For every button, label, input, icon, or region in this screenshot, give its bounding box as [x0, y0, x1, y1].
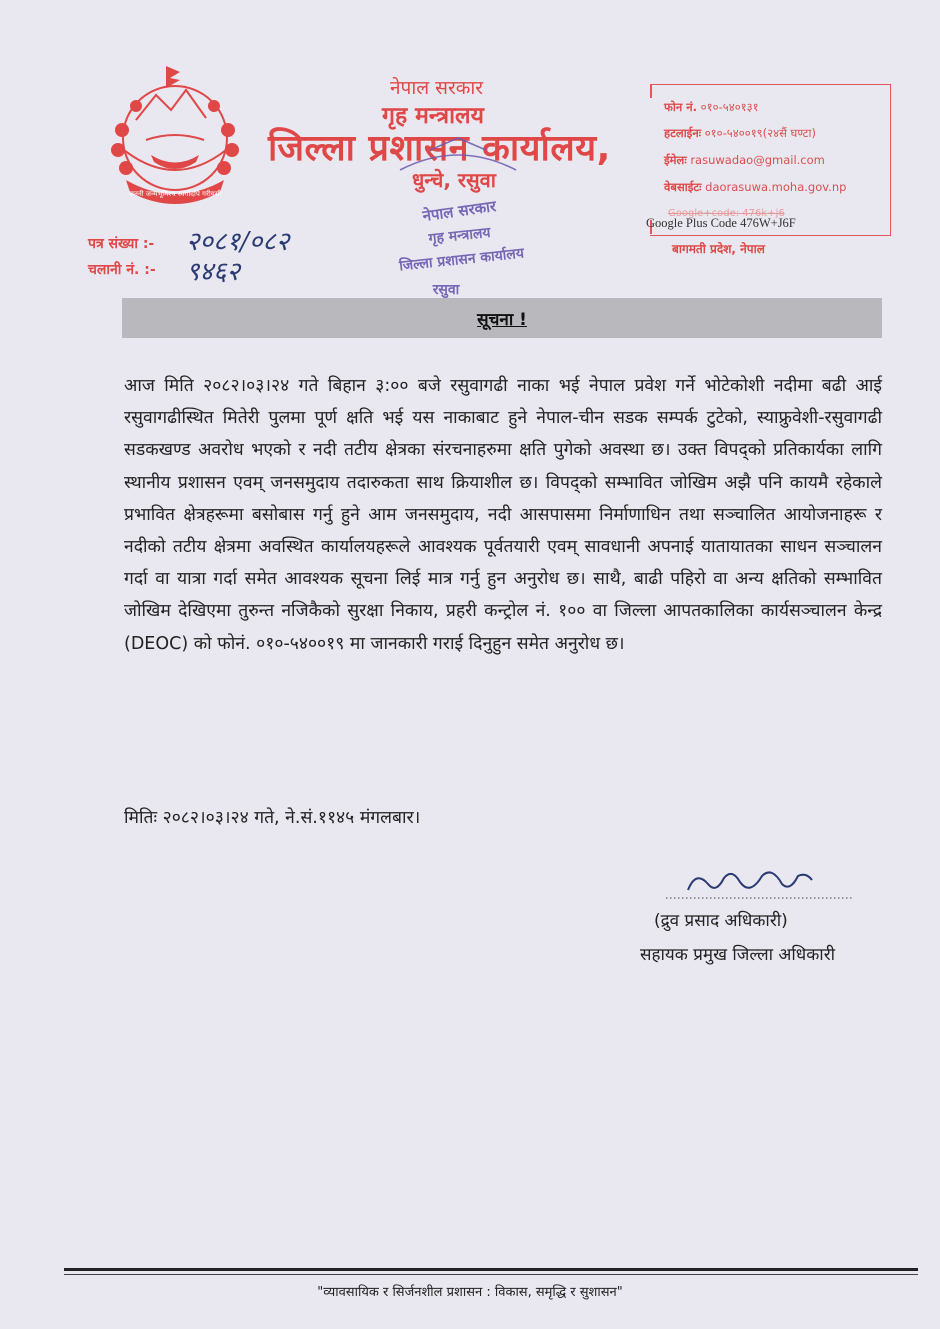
- nepal-emblem-icon: [96, 60, 254, 210]
- signature-icon: [666, 862, 856, 910]
- province-name: बागमती प्रदेश, नेपाल: [672, 242, 765, 256]
- office-name: जिल्ला प्रशासन कार्यालय,: [268, 128, 611, 169]
- contact-email: ईमेलः rasuwadao@gmail.com: [664, 153, 825, 167]
- office-stamp-icon: [370, 130, 546, 302]
- letter-number-value: २०८१/०८२: [186, 227, 290, 257]
- svg-text:गृह मन्त्रालय: गृह मन्त्रालय: [427, 224, 492, 248]
- district-name: धुन्चे, रसुवा: [412, 168, 496, 192]
- plus-code: Google Plus Code 476W+J6F: [646, 216, 796, 230]
- svg-text:जननी जन्मभूमिश्च स्वर्गादपि गर: जननी जन्मभूमिश्च स्वर्गादपि गरीयसी: [128, 190, 222, 198]
- svg-text:जिल्ला प्रशासन कार्यालय: जिल्ला प्रशासन कार्यालय: [398, 245, 525, 275]
- ministry-name: गृह मन्त्रालय: [382, 103, 484, 129]
- footer-divider: [64, 1268, 918, 1271]
- contact-website: वेबसाईटः daorasuwa.moha.gov.np: [664, 180, 847, 194]
- contact-phone: फोन नं. ०१०-५४०१३१: [664, 100, 759, 114]
- svg-text:नेपाल सरकार: नेपाल सरकार: [421, 196, 498, 226]
- dispatch-number-label: चलानी नं. :-: [88, 262, 156, 278]
- notice-body: आज मिति २०८२।०३।२४ गते बिहान ३:०० बजे रसुवागढी नाका भई नेपाल प्रवेश गर्ने भोटेकोशी नदीमा बढी आई रसुवागढीस्थित मितेरी पुलमा पूर्ण क्षति भई यस नाकाबाट हुने नेपाल-चीन सडक सम्पर्क टुटेको, स्याफ्रुवेशी-रसुवागढी सडकखण्ड अवरोध भएको र नदी तटीय क्षेत्रका संरचनाहरुमा क्षति पुगेको अवस्था छ। उक्त विपद्को प्रतिकार्यका लागि स्थानीय प्रशासन एवम् जनसमुदाय तदारुकता साथ क्रियाशील छ। विपद्को सम्भावित जोखिम अझै पनि कायमै रहेकाले प्रभावित क्षेत्रहरूमा बसोबास गर्नु हुने आम जनसमुदाय, नदी आसपासमा निर्माणाधिन तथा सञ्चालित आयोजनाहरू र नदीको तटीय क्षेत्रमा अवस्थित कार्यालयहरूले आवश्यक पूर्वतयारी एवम् सावधानी अपनाई यातायातका साधन सञ्चालन गर्दा वा यात्रा गर्दा समेत आवश्यक सूचना लिई मात्र गर्नु हुन अनुरोध छ। साथै, बाढी पहिरो वा अन्य क्षतिको सम्भावित जोखिम देखिएमा तुरुन्त नजिकैको सुरक्षा निकाय, प्रहरी कन्ट्रोल नं. १०० वा जिल्ला आपतकालिका कार्यसञ्चालन केन्द्र (DEOC) को फोनं. ०१०-५४००१९ मा जानकारी गराई दिनुहुन समेत अनुरोध छ।: [124, 376, 882, 654]
- signatory-name: (द्रुव प्रसाद अधिकारी): [654, 911, 788, 931]
- dispatch-number-value: ९४६२: [186, 257, 241, 287]
- notice-date: मितिः २०८२।०३।२४ गते, ने.सं.११४५ मंगलबार।: [124, 808, 421, 828]
- government-name: नेपाल सरकार: [390, 77, 484, 99]
- notice-title: सूचना !: [477, 310, 527, 330]
- letter-number-label: पत्र संख्या :-: [88, 236, 155, 252]
- struck-google-code: Google+code: 476k+j6: [668, 208, 785, 219]
- footer-motto: "व्यावसायिक र सिर्जनशील प्रशासन : विकास, समृद्धि र सुशासन": [317, 1285, 623, 1300]
- contact-hotline: हटलाईनः ०१०-५४००१९(२४सैं घण्टा): [664, 126, 816, 140]
- signatory-title: सहायक प्रमुख जिल्ला अधिकारी: [640, 945, 836, 965]
- svg-text:रसुवा: रसुवा: [432, 282, 460, 298]
